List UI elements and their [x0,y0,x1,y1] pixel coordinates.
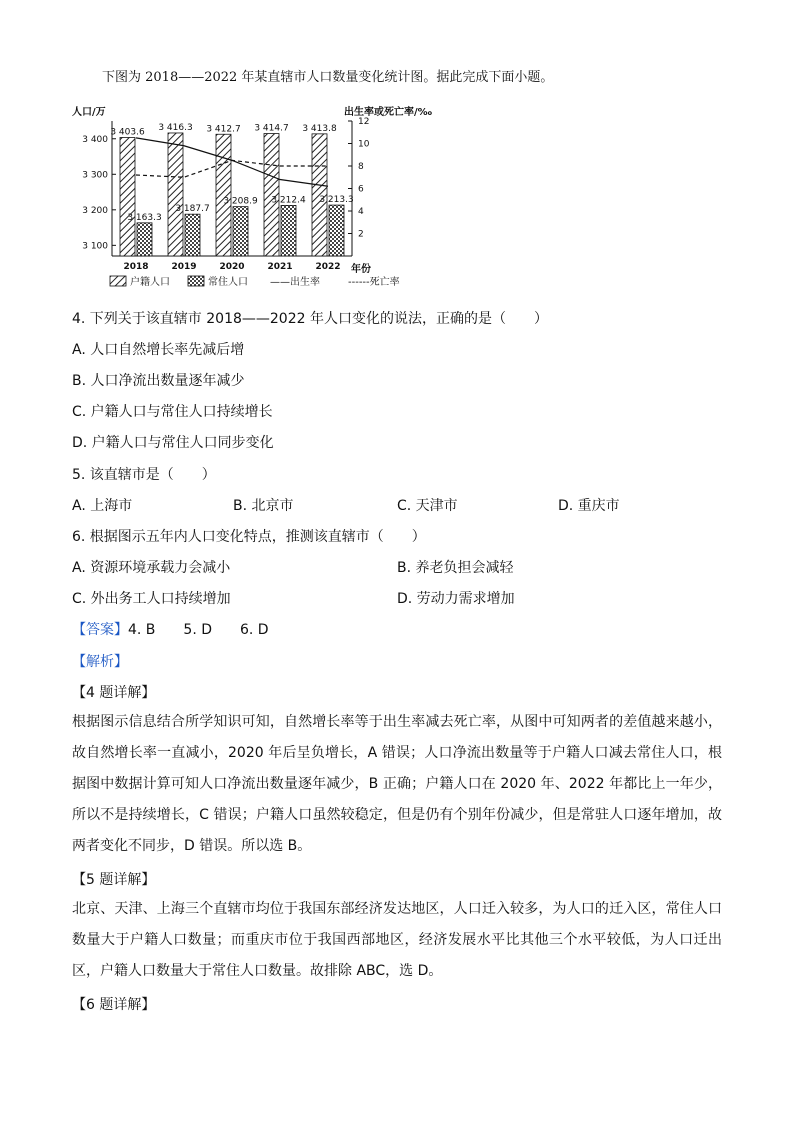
bar-huji-2020 [216,134,231,256]
right-tick-label: 4 [358,207,364,217]
q6-option-c: C. 外出务工人口持续增加 [72,591,231,607]
detail-5-heading: 【5 题详解】 [72,872,156,888]
q6-option-d: D. 劳动力需求增加 [397,591,515,607]
bar-label-huji-2022: 3 413.8 [302,123,337,134]
bar-label-changzhu-2020: 3 208.9 [223,196,258,207]
right-tick-label: 6 [358,184,364,195]
detail-4-heading: 【4 题详解】 [72,685,156,701]
left-tick-label: 3 200 [82,205,108,216]
q4-option-d: D. 户籍人口与常住人口同步变化 [72,435,274,451]
intro-text: 下图为 2018——2022 年某直辖市人口数量变化统计图。据此完成下面小题。 [102,70,554,85]
q5-stem: 5. 该直辖市是（ ） [72,467,216,483]
x-tick-label: 2019 [171,262,197,272]
q4-option-c: C. 户籍人口与常住人口持续增长 [72,404,273,420]
q6-stem: 6. 根据图示五年内人口变化特点，推测该直辖市（ ） [72,529,426,545]
bar-label-huji-2019: 3 416.3 [158,122,193,133]
left-tick-label: 3 100 [82,241,108,252]
bar-changzhu-2022 [329,205,344,256]
right-axis-title: 出生率或死亡率/‰ [344,107,433,118]
bar-label-changzhu-2022: 3 213.3 [319,195,354,206]
bar-changzhu-2019 [185,214,200,256]
bar-changzhu-2021 [281,205,296,256]
answer-tag: 【答案】 [72,622,128,638]
death-rate-line [136,160,328,177]
legend-swatch-changzhu [188,276,204,286]
right-tick-label: 8 [358,162,364,172]
bar-huji-2018 [120,137,135,256]
bar-label-changzhu-2018: 3 163.3 [127,212,162,223]
right-tick-label: 10 [358,139,370,150]
bar-label-huji-2020: 3 412.7 [206,124,241,135]
bar-huji-2019 [168,133,183,256]
x-tick-label: 2018 [123,262,149,272]
x-tick-label: 2022 [315,262,341,272]
x-tick-label: 2020 [219,262,245,272]
bar-changzhu-2020 [233,207,248,256]
detail-4-text: 根据图示信息结合所学知识可知，自然增长率等于出生率减去死亡率，从图中可知两者的差值越来越小，故自然增长率一直减小，2020 年后呈负增长，A 错误；人口净流出数量等于户籍人口减去常住人口，根据图中数据计算可知人口净流出数量逐年减少，B 正确；户籍人口在 2020 年、2022 年都比上一年少，所以不是持续增长，C 错误；户籍人口虽然较稳定，但是仍有个别年份减少，但是常驻人口逐年增加，故两者变化不同步，D 错误。所以选 B。 [72,714,722,854]
q4-option-b: B. 人口净流出数量逐年减少 [72,373,245,389]
left-tick-label: 3 400 [82,134,108,145]
legend-label-huji: 户籍人口 [130,277,170,288]
detail-5-text: 北京、天津、上海三个直辖市均位于我国东部经济发达地区，人口迁入较多，为人口的迁入区，常住人口数量大于户籍人口数量；而重庆市位于我国西部地区，经济发展水平比其他三个水平较低，为人口迁出区，户籍人口数量大于常住人口数量。故排除 ABC，选 D。 [72,901,722,979]
q5-option-c: C. 天津市 [397,498,458,514]
legend-label-changzhu: 常住人口 [208,277,248,288]
q4-stem: 4. 下列关于该直辖市 2018——2022 年人口变化的说法，正确的是（ ） [72,311,548,327]
answer-line [72,619,269,639]
right-tick-label: 2 [358,229,364,240]
q5-option-a: A. 上海市 [72,498,133,514]
legend-label-birth: ——出生率 [270,277,320,288]
x-tick-label: 2021 [267,262,293,272]
analysis-tag: 【解析】 [72,654,128,670]
q5-option-b: B. 北京市 [233,498,294,514]
legend-label-death: ------死亡率 [348,277,400,288]
q6-option-a: A. 资源环境承载力会减小 [72,560,231,576]
left-tick-label: 3 300 [82,170,108,181]
legend-swatch-huji [110,276,126,286]
bar-label-changzhu-2021: 3 212.4 [271,195,306,206]
bar-label-huji-2018: 3 403.6 [110,127,145,138]
q6-option-b: B. 养老负担会减轻 [397,560,514,576]
birth-rate-line [136,138,328,186]
bar-changzhu-2018 [137,223,152,256]
x-axis-title: 年份 [351,264,371,275]
q4-option-a: A. 人口自然增长率先减后增 [72,342,245,358]
q5-option-d: D. 重庆市 [558,498,620,514]
detail-6-heading: 【6 题详解】 [72,997,156,1013]
bar-label-changzhu-2019: 3 187.7 [175,204,210,215]
right-tick-label: 12 [358,117,370,127]
left-axis-title: 人口/万 [72,107,106,118]
answer-text: 4. B 5. D 6. D [128,622,269,638]
bar-label-huji-2021: 3 414.7 [254,123,289,134]
population-chart [72,88,442,300]
